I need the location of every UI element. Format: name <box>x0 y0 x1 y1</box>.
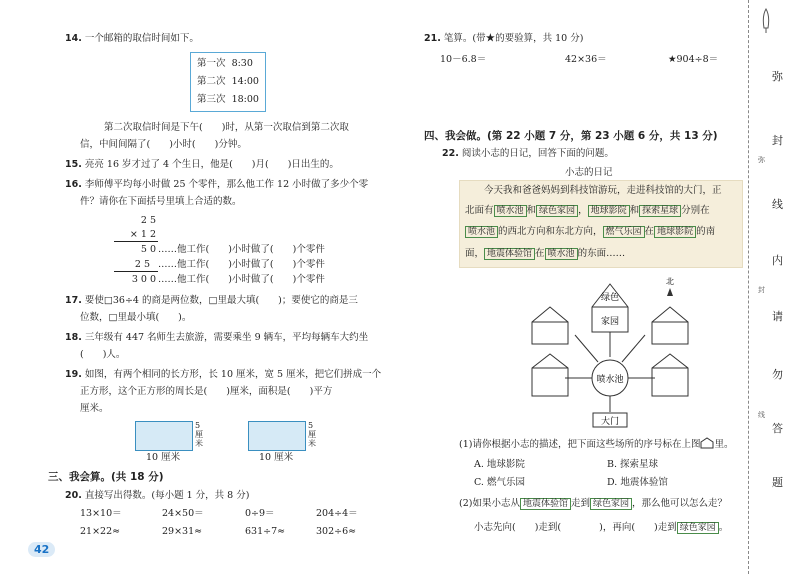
diary-line-1: 今天我和爸爸妈妈到科技馆游玩，走进科技馆的大门，正 <box>484 185 722 196</box>
rocket-icon <box>760 8 772 34</box>
calc-item-4: 204÷4＝ <box>316 508 358 519</box>
q16-line1: 16. 李师傅平均每小时做 25 个零件，那么他工作 12 小时做了多少个零 <box>65 179 369 190</box>
calc-row-3: 5 0 <box>140 244 156 255</box>
q19-line3: 厘米。 <box>80 403 109 414</box>
diary-box <box>459 180 743 268</box>
calc-item-2: 24×50＝ <box>162 508 204 519</box>
calc-row-2: × 1 2 <box>129 229 156 240</box>
calc-item-7: 631÷7≈ <box>245 526 286 537</box>
schedule-row-2: 第二次 14:00 <box>197 76 259 87</box>
calc-row-1: 2 5 <box>140 215 156 226</box>
q19-line1: 19. 如图，有两个相同的长方形，长 10 厘米，宽 5 厘米，把它们拼成一个 <box>65 369 382 380</box>
science-museum-map <box>520 272 700 430</box>
rectangle-2 <box>248 421 306 451</box>
q14-line1: 第二次取信时间是下午( )时，从第一次取信到第二次取 <box>104 122 349 133</box>
rect1-length-label: 10 厘米 <box>146 452 181 463</box>
q17-line2: 位数，□里最小填( )。 <box>80 312 192 323</box>
margin-small-1: 弥 <box>758 156 765 164</box>
q14-stem: 14. 一个邮箱的取信时间如下。 <box>65 33 199 44</box>
diary-line-2: 北面有 喷水池 和 绿色家园 ， 地球影院 和 探索星球 分别在 <box>465 205 710 216</box>
diary-title: 小志的日记 <box>565 167 613 178</box>
q17-line1: 17. 要使□36÷4 的商是两位数，□里最大填( )；要使它的商是三 <box>65 295 358 306</box>
calc-rule-1 <box>114 241 158 242</box>
calc-row-4: 2 5 <box>134 259 150 270</box>
rectangle-1 <box>135 421 193 451</box>
margin-char-8: 题 <box>772 476 783 489</box>
q14-line2: 信，中间间隔了( )小时( )分钟。 <box>80 139 247 150</box>
option-b: B. 探索星球 <box>607 459 659 470</box>
calc-item-3: 0÷9＝ <box>245 508 275 519</box>
map-label-fountain: 喷水池 <box>596 375 624 385</box>
map-label-top-1: 绿色 <box>600 293 620 303</box>
margin-char-4: 内 <box>772 254 783 267</box>
calc-rule-2 <box>114 271 158 272</box>
q18-line2: ( )人。 <box>80 349 126 360</box>
margin-char-7: 答 <box>772 422 783 435</box>
margin-char-2: 封 <box>772 134 783 147</box>
q20-stem: 20. 直接写出得数。(每小题 1 分，共 8 分) <box>65 490 250 501</box>
section-4-title: 四、我会做。(第 22 小题 7 分，第 23 小题 6 分，共 13 分) <box>424 130 718 142</box>
diary-line-4: 面， 地震体验馆 在 喷水池 的东面…… <box>465 248 626 259</box>
north-arrow-icon <box>667 288 673 296</box>
answer-line: 小志先向( )走到( )，再向( )走到 绿色家园 。 <box>474 522 729 533</box>
schedule-row-3: 第三次 18:00 <box>197 94 259 105</box>
margin-char-3: 线 <box>772 198 783 211</box>
rect1-width-label: 5厘米 <box>195 421 203 448</box>
section-3-title: 三、我会算。(共 18 分) <box>48 471 164 483</box>
q21-stem: 21. 笔算。(带★的要验算，共 10 分) <box>424 33 584 44</box>
q19-line2: 正方形，这个正方形的周长是( )厘米，面积是( )平方 <box>80 386 333 397</box>
option-d: D. 地震体验馆 <box>607 477 668 488</box>
map-label-top-2: 家园 <box>600 317 620 327</box>
column-calc-1: 10－6.8＝ <box>440 54 487 65</box>
column-calc-3: ★904÷8＝ <box>668 54 719 65</box>
option-c: C. 燃气乐园 <box>474 477 525 488</box>
margin-small-2: 封 <box>758 286 765 294</box>
mail-schedule-table <box>190 52 266 112</box>
margin-small-3: 线 <box>758 411 765 419</box>
house-outline-icon <box>700 437 714 449</box>
calc-note-3: ……他工作( )小时做了( )个零件 <box>158 274 325 285</box>
calc-note-2: ……他工作( )小时做了( )个零件 <box>158 259 325 270</box>
calc-item-1: 13×10＝ <box>80 508 122 519</box>
column-calc-2: 42×36＝ <box>565 54 607 65</box>
calc-item-5: 21×22≈ <box>80 526 121 537</box>
schedule-row-1: 第一次 8:30 <box>197 58 253 69</box>
margin-char-1: 弥 <box>772 70 783 83</box>
calc-row-5: 3 0 0 <box>131 274 156 285</box>
rect2-width-label: 5厘米 <box>308 421 316 448</box>
option-a: A. 地球影院 <box>474 459 525 470</box>
q22-stem: 22. 阅读小志的日记，回答下面的问题。 <box>442 148 614 159</box>
sub-question-1: (1)请你根据小志的描述，把下面这些场所的序号标在上图 里。 <box>459 439 734 450</box>
diary-line-3: 喷水池 的西北方向和东北方向， 燃气乐园 在 地球影院 的南 <box>465 225 715 239</box>
q15: 15. 亮亮 16 岁才过了 4 个生日，他是( )月( )日出生的。 <box>65 159 339 170</box>
map-label-gate: 大门 <box>600 417 620 427</box>
north-label: 北 <box>666 277 674 286</box>
margin-char-5: 请 <box>772 310 783 323</box>
margin-char-6: 勿 <box>772 368 783 381</box>
calc-item-8: 302÷6≈ <box>316 526 357 537</box>
calc-item-6: 29×31≈ <box>162 526 203 537</box>
seal-line <box>748 0 750 574</box>
q16-line2: 件？请你在下面括号里填上合适的数。 <box>80 196 242 207</box>
rect2-length-label: 10 厘米 <box>259 452 294 463</box>
q18-line1: 18. 三年级有 447 名师生去旅游，需要乘坐 9 辆车，平均每辆车大约坐 <box>65 332 369 343</box>
page-number: 42 <box>28 542 55 557</box>
calc-note-1: ……他工作( )小时做了( )个零件 <box>158 244 325 255</box>
sub-question-2: (2)如果小志从 地震体验馆 走到 绿色家园 ，那么他可以怎么走？ <box>459 498 728 509</box>
